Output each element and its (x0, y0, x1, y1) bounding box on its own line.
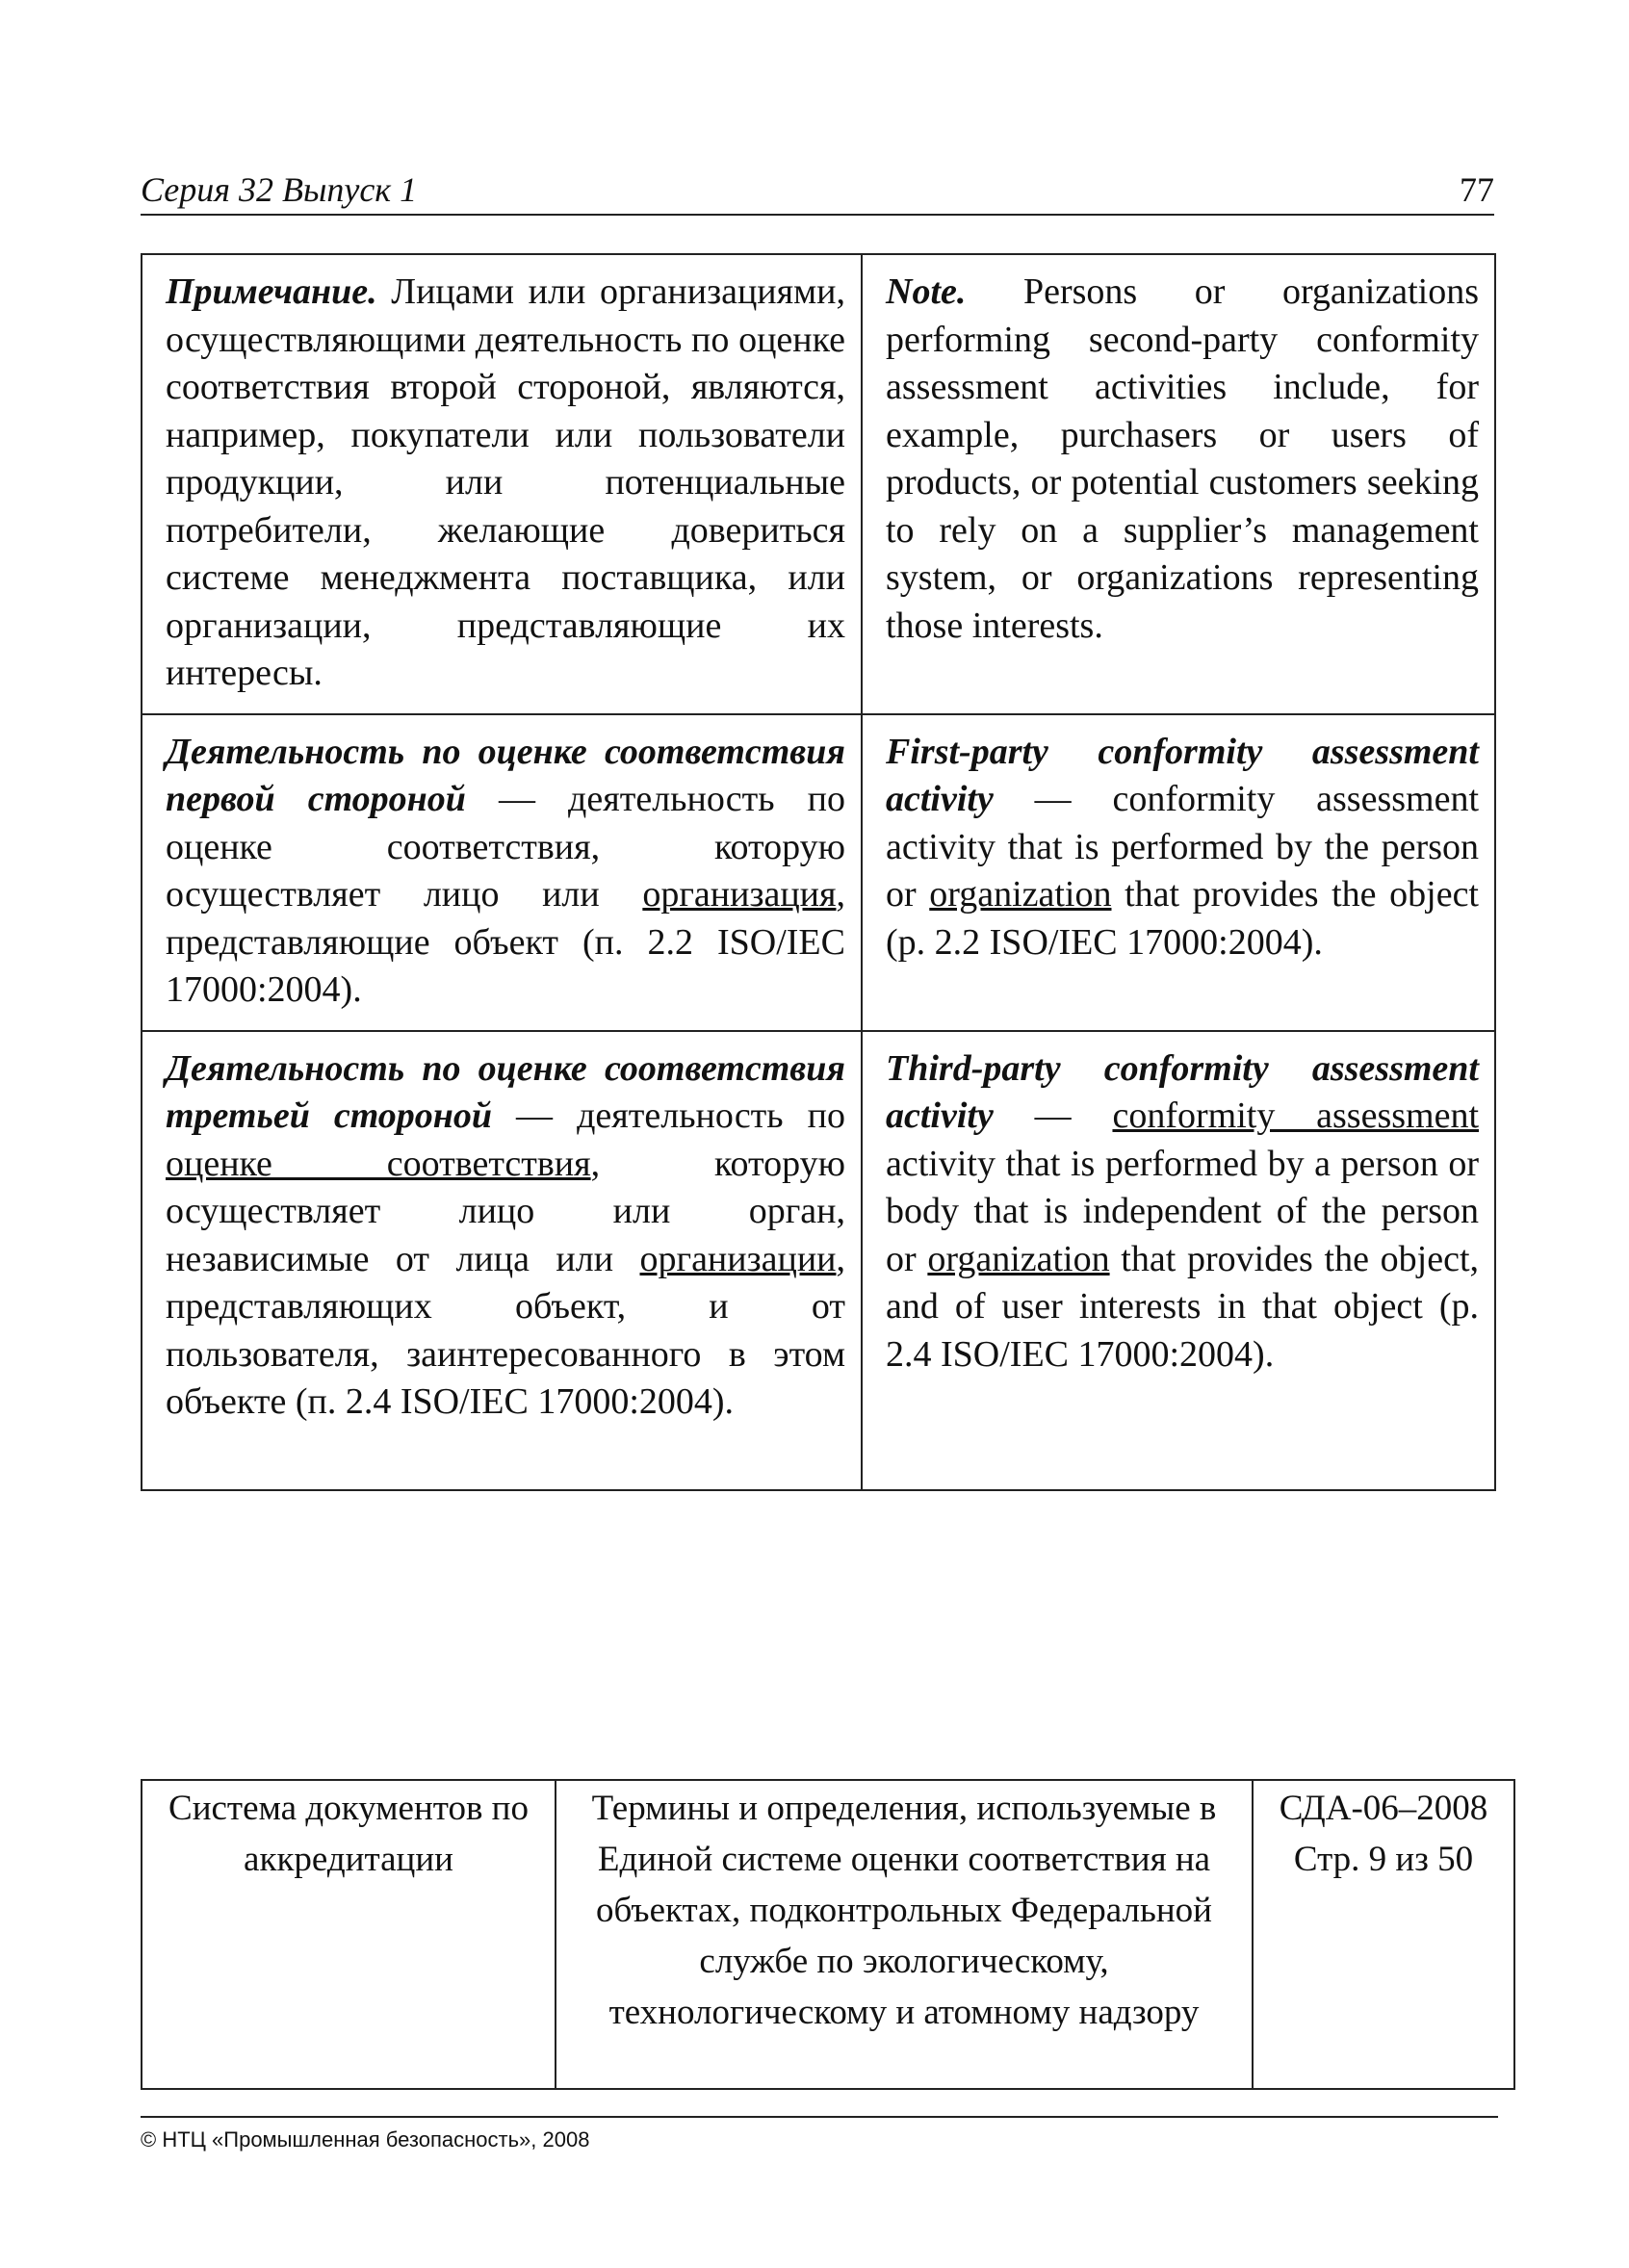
ru-link[interactable]: организация (642, 874, 837, 915)
en-definition: — conformity assessment activity that is performed by the person or (886, 779, 1479, 915)
ru-term: Деятельность по оценке соответствия первой стороной (166, 731, 845, 819)
table-row (142, 1031, 1495, 1490)
en-link[interactable]: conformity assessment (1112, 1095, 1479, 1136)
ru-cell (142, 254, 862, 714)
en-definition-mid: activity that is performed by a person or body that is independent of the person or (886, 1143, 1479, 1279)
ru-definition: Лицами или организациями, осуществляющими деятельность по оценке соответствия второй стороной, являются, например, покупатели или пользователи продукции, или потенциальные потребители, желающие довериться системе менеджмента поставщика, или организации, представляющие их интересы. (166, 271, 845, 693)
ru-link-2[interactable]: организации (639, 1238, 837, 1279)
en-cell (862, 1031, 1495, 1490)
ru-cell (142, 714, 862, 1031)
code-cell (1253, 1780, 1514, 2089)
ru-cell (142, 1031, 862, 1490)
ru-link[interactable]: оценке соответствия (166, 1143, 591, 1184)
en-definition-end: that provides the object (p. 2.2 ISO/IEC 17000:2004). (886, 874, 1479, 963)
ru-definition: — деятельность по оценке соответствия, которую осуществляет лицо или (166, 779, 845, 915)
ru-definition: — деятельность по (492, 1095, 845, 1136)
document-code: СДА-06–2008 (1279, 1789, 1488, 1828)
ru-definition-mid: , которую осуществляет лицо или орган, независимые от лица или (166, 1143, 845, 1279)
series-label: Серия 32 Выпуск 1 (141, 170, 418, 209)
en-link[interactable]: organization (929, 874, 1112, 915)
ru-term: Примечание. (166, 271, 377, 312)
document-info-table (141, 1779, 1515, 2090)
title-cell: Термины и определения, используемые в Единой системе оценки соответствия на объектах, подконтрольных Федеральной службе по экологическому, технологическому и атомному надзору (556, 1780, 1253, 2089)
copyright-notice: © НТЦ «Промышленная безопасность», 2008 (141, 2116, 1498, 2152)
en-term: Third-party conformity assessment activity (886, 1047, 1479, 1136)
page-number: 77 (1460, 170, 1494, 209)
en-term: First-party conformity assessment activity (886, 731, 1479, 819)
page-info: Стр. 9 из 50 (1293, 1840, 1474, 1879)
ru-definition-end: , представляющих объект, и от пользователя, заинтересованного в этом объекте (п. 2.4 ISO/IEC 17000:2004). (166, 1238, 845, 1422)
en-cell (862, 714, 1495, 1031)
en-term: Note. (886, 271, 967, 312)
en-cell (862, 254, 1495, 714)
en-definition: — (993, 1095, 1113, 1136)
table-row (142, 254, 1495, 714)
table-row (142, 714, 1495, 1031)
en-definition: Persons or organizations performing second-party conformity assessment activities include, for example, purchasers or users of products, or potential customers seeking to rely on a supplier’s management system, or organizations representing those interests. (886, 271, 1479, 646)
page-header (141, 166, 1494, 216)
terms-table (141, 253, 1496, 1491)
en-definition-end: that provides the object, and of user interests in that object (p. 2.4 ISO/IEC 17000:2004). (886, 1238, 1480, 1375)
ru-term: Деятельность по оценке соответствия третьей стороной (166, 1047, 845, 1136)
en-link-2[interactable]: organization (927, 1238, 1110, 1279)
system-cell: Система документов по аккредитации (142, 1780, 556, 2089)
table-row (142, 1780, 1514, 2089)
ru-definition-end: , представляющие объект (п. 2.2 ISO/IEC 17000:2004). (166, 874, 845, 1010)
